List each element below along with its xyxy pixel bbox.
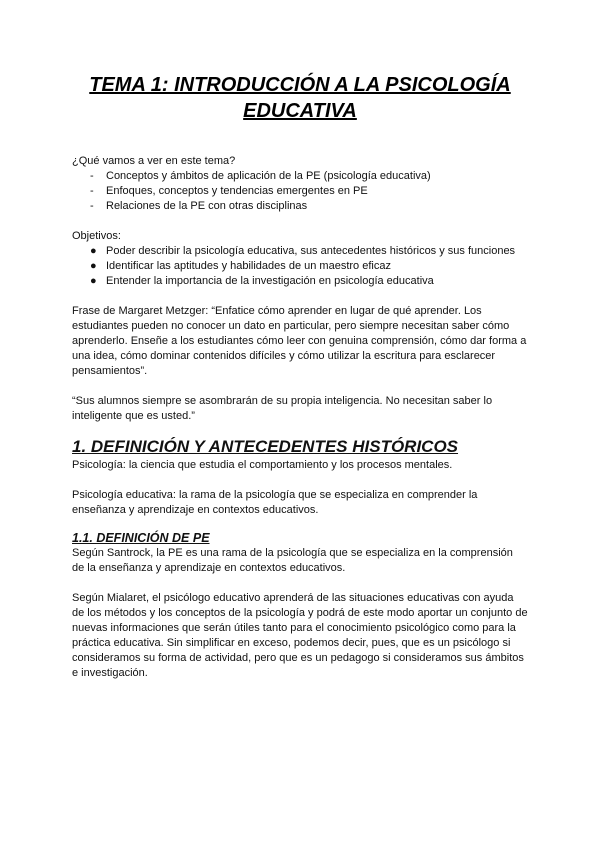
list-item: - Conceptos y ámbitos de aplicación de la PE (psicología educativa) — [90, 170, 431, 182]
list-item: - Enfoques, conceptos y tendencias emergentes en PE — [90, 185, 368, 197]
santrock-paragraph: Según Santrock, la PE es una rama de la psicología que se especializa en la comprensión de la enseñanza y aprendizaje en contextos educativos. — [72, 547, 513, 574]
definition-psicologia-educativa: Psicología educativa: la rama de la psicología que se especializa en comprender la enseñanza y aprendizaje en contextos educativos. — [72, 489, 478, 516]
bullet-icon: ● — [90, 245, 97, 257]
bullet-icon: ● — [90, 275, 97, 287]
list-item: ● Entender la importancia de la investigación en psicología educativa — [90, 275, 434, 287]
title-line-1: TEMA 1: INTRODUCCIÓN A LA PSICOLOGÍA — [89, 74, 511, 96]
quote-paragraph: Frase de Margaret Metzger: “Enfatice cómo aprender en lugar de qué aprender. Los estudiantes pueden no conocer un dato en particular, pero siempre necesitan saber cómo aprenderlo. Enseñe a los estudiantes cómo leer con genuina comprensión, cómo dar forma a una idea, cómo dominar contenidos difíciles y cómo utilizar la escritura para esclarecer pensamientos”. — [72, 305, 527, 377]
objectives-label: Objetivos: — [72, 230, 121, 242]
title-line-2: EDUCATIVA — [243, 100, 357, 122]
intro-question: ¿Qué vamos a ver en este tema? — [72, 155, 236, 167]
list-item: ● Poder describir la psicología educativa, sus antecedentes históricos y sus funciones — [90, 245, 516, 257]
mialaret-paragraph: Según Mialaret, el psicólogo educativo aprenderá de las situaciones educativas con ayuda de los métodos y los conceptos de la psicología y podrá de este modo aportar un conjunto de nuevas informaciones que serán útiles tanto para el conocimiento psicológico como para la práctica educativa. Sin simplificar en exceso, podemos decir, pues, que es un psicólogo si consideramos su forma de actividad, pero que es un pedagogo si consideramos sus ámbitos e investigación. — [72, 592, 528, 679]
bullet-icon: ● — [90, 260, 97, 272]
section-heading: 1. DEFINICIÓN Y ANTECEDENTES HISTÓRICOS — [72, 437, 459, 456]
dash-marker: - — [90, 170, 94, 182]
objectives-list — [72, 244, 528, 289]
list-item: ● Identificar las aptitudes y habilidades de un maestro eficaz — [90, 260, 391, 272]
dash-marker: - — [90, 185, 94, 197]
document-title — [72, 72, 528, 124]
definition-psicologia: Psicología: la ciencia que estudia el comportamiento y los procesos mentales. — [72, 459, 453, 471]
dash-marker: - — [90, 200, 94, 212]
quote-secondary: “Sus alumnos siempre se asombrarán de su propia inteligencia. No necesitan saber lo inteligente que es usted.” — [72, 395, 493, 422]
topics-list — [72, 169, 528, 214]
list-item: - Relaciones de la PE con otras disciplinas — [90, 200, 308, 212]
subsection-heading: 1.1. DEFINICIÓN DE PE — [72, 531, 210, 545]
